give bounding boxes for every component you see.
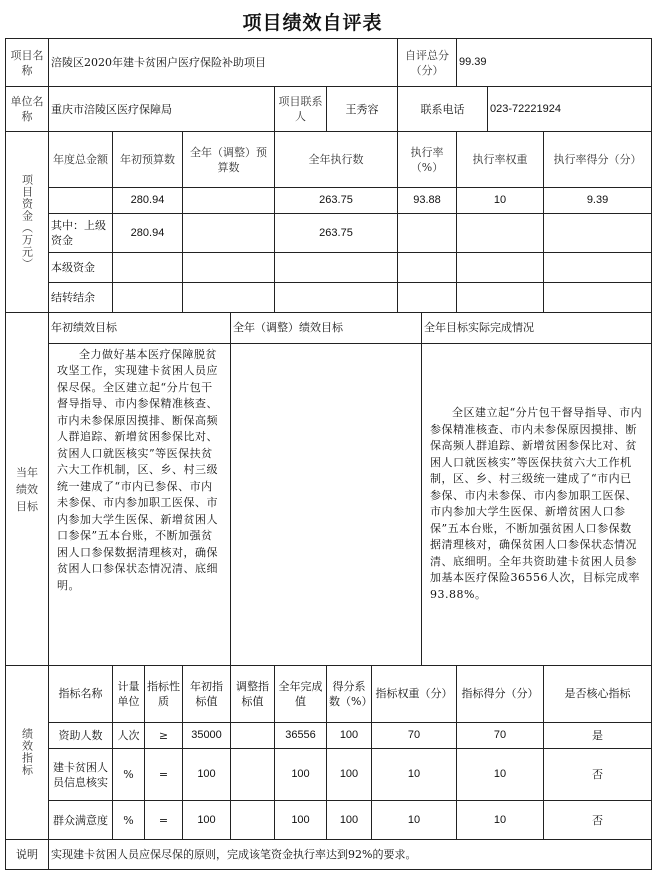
funds-row-adjusted — [183, 283, 275, 313]
ind-score: 10 — [457, 801, 544, 839]
ind-weight: 10 — [372, 801, 457, 839]
ind-nature-header: 指标性质 — [145, 666, 183, 722]
ind-core: 否 — [544, 801, 652, 839]
ind-name: 资助人数 — [49, 722, 113, 748]
note-text: 实现建卡贫困人员应保尽保的原则，完成该笔资金执行率达到92%的要求。 — [49, 839, 652, 869]
funds-row-empty — [398, 214, 457, 252]
funds-total-weight: 10 — [457, 188, 544, 214]
ind-initial: 100 — [183, 801, 231, 839]
funds-row-empty — [398, 283, 457, 313]
evaluation-table — [5, 38, 652, 870]
funds-total-budget: 280.94 — [113, 188, 183, 214]
ind-nature: = — [145, 801, 183, 839]
ind-completed: 36556 — [275, 722, 327, 748]
project-name-value: 涪陵区2020年建卡贫困户医疗保险补助项目 — [49, 39, 398, 87]
funds-row-empty — [544, 283, 652, 313]
ind-weight: 70 — [372, 722, 457, 748]
ind-completed: 100 — [275, 801, 327, 839]
funds-row-budget — [113, 252, 183, 282]
funds-row-label: 结转结余 — [49, 283, 113, 313]
contact-value: 王秀容 — [327, 87, 398, 131]
goals-actual-header: 全年目标实际完成情况 — [422, 313, 652, 343]
funds-section-text: 项目资金（万元） — [20, 174, 34, 271]
ind-adjusted-header: 调整指标值 — [231, 666, 275, 722]
ind-coef: 100 — [327, 722, 372, 748]
ind-nature: = — [145, 748, 183, 800]
funds-row-empty — [544, 252, 652, 282]
ind-initial: 100 — [183, 748, 231, 800]
ind-unit: 人次 — [113, 722, 145, 748]
funds-total-score: 9.39 — [544, 188, 652, 214]
ind-score-header: 指标得分（分） — [457, 666, 544, 722]
funds-score-header: 执行率得分（分） — [544, 131, 652, 187]
ind-coef-header: 得分系数（%） — [327, 666, 372, 722]
ind-completed: 100 — [275, 748, 327, 800]
note-label: 说明 — [6, 839, 49, 869]
ind-adjusted — [231, 722, 275, 748]
ind-unit-header: 计量单位 — [113, 666, 145, 722]
ind-core: 否 — [544, 748, 652, 800]
funds-row-adjusted — [183, 214, 275, 252]
funds-row-label: 本级资金 — [49, 252, 113, 282]
score-value: 99.39 — [457, 39, 652, 87]
ind-name-header: 指标名称 — [49, 666, 113, 722]
ind-name: 群众满意度 — [49, 801, 113, 839]
unit-label: 单位名称 — [6, 87, 49, 131]
funds-weight-header: 执行率权重 — [457, 131, 544, 187]
funds-rate-header: 执行率（%） — [398, 131, 457, 187]
funds-total-header: 年度总金额 — [49, 131, 113, 187]
page-title: 项目绩效自评表 — [242, 12, 383, 34]
indicators-section-text: 绩效指标 — [20, 728, 34, 777]
funds-budget-header: 年初预算数 — [113, 131, 183, 187]
phone-value: 023-72221924 — [488, 87, 652, 131]
ind-weight-header: 指标权重（分） — [372, 666, 457, 722]
ind-initial: 35000 — [183, 722, 231, 748]
funds-adjusted-header: 全年（调整）预算数 — [183, 131, 275, 187]
goals-adjusted-text — [233, 502, 419, 506]
ind-coef: 100 — [327, 801, 372, 839]
funds-row-empty — [398, 252, 457, 282]
funds-total-adjusted — [183, 188, 275, 214]
ind-coef: 100 — [327, 748, 372, 800]
funds-total-rate: 93.88 — [398, 188, 457, 214]
funds-total-label — [49, 188, 113, 214]
ind-name: 建卡贫困人员信息核实 — [49, 748, 113, 800]
funds-row-budget: 280.94 — [113, 214, 183, 252]
indicators-section-label — [6, 666, 49, 839]
ind-adjusted — [231, 801, 275, 839]
ind-weight: 10 — [372, 748, 457, 800]
funds-total-executed: 263.75 — [275, 188, 398, 214]
funds-row-empty — [457, 252, 544, 282]
project-name-label: 项目名称 — [6, 39, 49, 87]
ind-unit: % — [113, 801, 145, 839]
funds-row-budget — [113, 283, 183, 313]
ind-adjusted — [231, 748, 275, 800]
goals-adjusted-cell — [231, 343, 422, 666]
ind-initial-header: 年初指标值 — [183, 666, 231, 722]
funds-row-label: 其中：上级资金 — [49, 214, 113, 252]
score-label: 自评总分（分） — [398, 39, 457, 87]
goals-actual-text: 全区建立起“分片包干督导指导、市内参保精准核查、市内未参保原因摸排、断保高频人群追踪、新增贫困参保比对、贫困人口就医核实”等医保扶贫六大工作机制，区、乡、村三级统一建成了“市内已参保、市内未参保、市内参加职工医保、市内参加大学生医保、新增贫困人口参保”五本台账，不断加强贫困人口参保数据清理核对，确保贫困人口参保状态情况清、底细明。全年共资助建卡贫困人员参加基本医疗保险36556人次，目标完成率93.88%。 — [430, 406, 643, 601]
goals-actual-cell — [422, 343, 652, 666]
goals-adjusted-header: 全年（调整）绩效目标 — [231, 313, 422, 343]
goals-section-text: 当年绩效目标 — [16, 465, 38, 513]
funds-row-adjusted — [183, 252, 275, 282]
ind-score: 70 — [457, 722, 544, 748]
funds-row-executed — [275, 283, 398, 313]
goals-initial-header: 年初绩效目标 — [49, 313, 231, 343]
unit-value: 重庆市涪陵区医疗保障局 — [49, 87, 275, 131]
ind-core-header: 是否核心指标 — [544, 666, 652, 722]
funds-row-empty — [457, 214, 544, 252]
funds-row-executed — [275, 252, 398, 282]
funds-executed-header: 全年执行数 — [275, 131, 398, 187]
ind-core: 是 — [544, 722, 652, 748]
goals-initial-text: 全力做好基本医疗保障脱贫攻坚工作，实现建卡贫困人员应保尽保。全区建立起“分片包干督导指导、市内参保精准核查、市内未参保原因摸排、断保高频人群追踪、新增贫困参保比对、贫困人口就医核实”等医保扶贫六大工作机制，区、乡、村三级统一建成了“市内已参保、市内未参保、市内参加职工医保、市内参加大学生医保、新增贫困人口参保”五本台账，不断加强贫困人口参保数据清理核对，确保贫困人口参保状态情况清、底细明。 — [57, 347, 218, 592]
funds-section-label — [6, 131, 49, 313]
ind-score: 10 — [457, 748, 544, 800]
funds-row-executed: 263.75 — [275, 214, 398, 252]
funds-row-empty — [544, 214, 652, 252]
phone-label: 联系电话 — [398, 87, 488, 131]
goals-section-label — [6, 313, 49, 666]
contact-label: 项目联系人 — [275, 87, 327, 131]
ind-completed-header: 全年完成值 — [275, 666, 327, 722]
ind-unit: % — [113, 748, 145, 800]
ind-nature: ≥ — [145, 722, 183, 748]
funds-row-empty — [457, 283, 544, 313]
goals-initial-cell — [49, 343, 231, 666]
